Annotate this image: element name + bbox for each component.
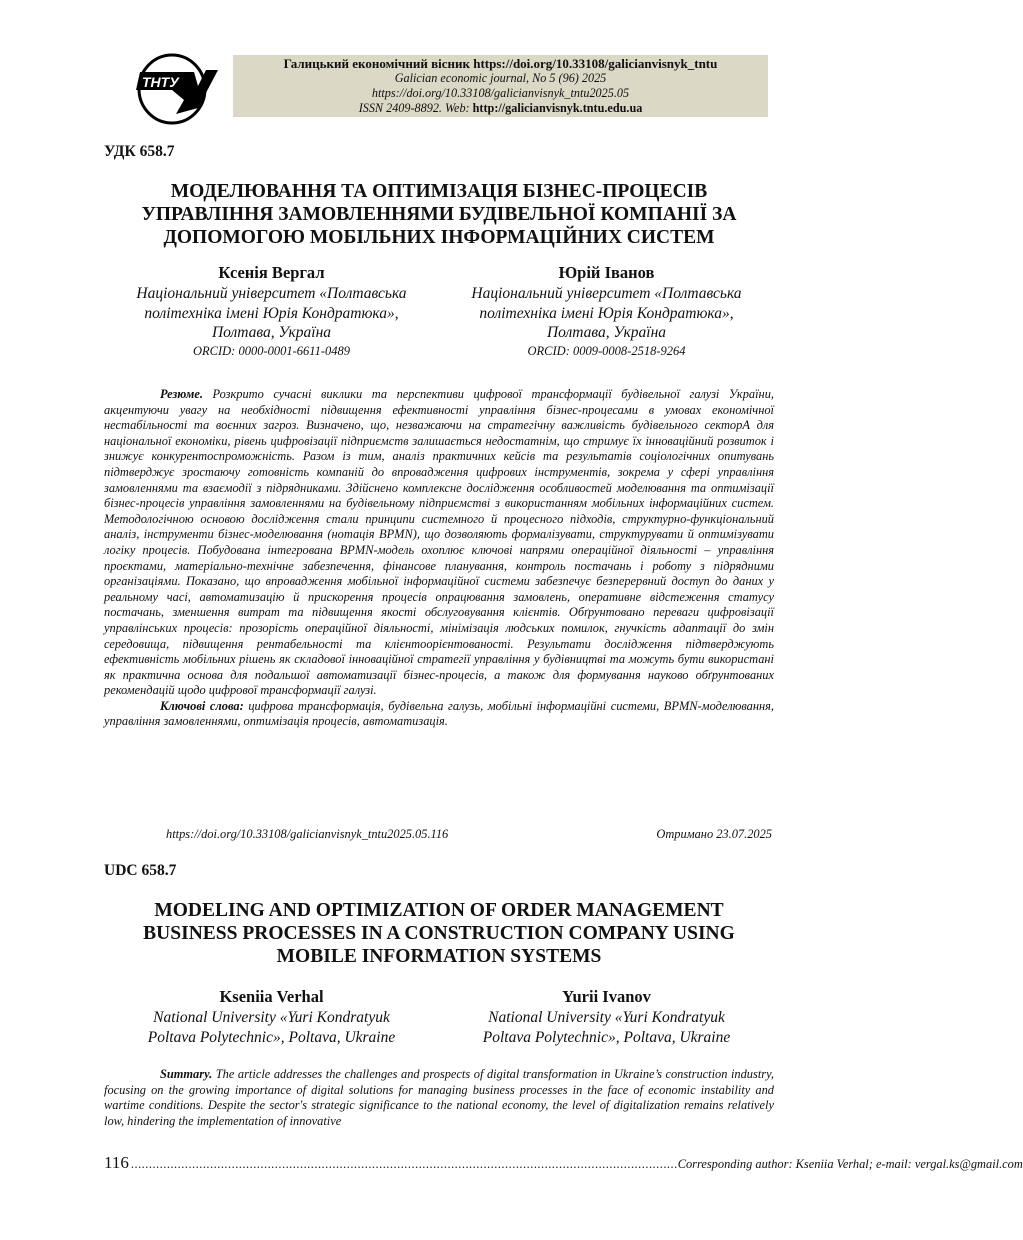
logo-text: ТНТУ xyxy=(142,74,179,90)
title-ua xyxy=(104,180,774,249)
udc-ua: УДК 658.7 xyxy=(104,143,175,160)
author-orcid[interactable]: ORCID: 0009-0008-2518-9264 xyxy=(527,343,686,358)
journal-banner xyxy=(233,55,768,117)
author-block xyxy=(104,262,439,359)
keywords-paragraph xyxy=(104,699,774,730)
corresponding-author: Corresponding author: Kseniia Verhal; e-mail: vergal.ks@gmail.com xyxy=(677,1157,1023,1171)
author-affiliation: National University «Yuri Kondratyuk xyxy=(153,1009,390,1026)
author-affiliation: Poltava Polytechnic», Poltava, Ukraine xyxy=(482,1028,731,1046)
author-affiliation: Полтава, Україна xyxy=(546,324,667,341)
keywords-label: Ключові слова: xyxy=(160,698,244,713)
title-ua-line: МОДЕЛЮВАННЯ ТА ОПТИМІЗАЦІЯ БІЗНЕС-ПРОЦЕСІВ xyxy=(170,181,708,202)
author-block xyxy=(104,986,439,1047)
page-number: 116 xyxy=(104,1153,129,1172)
title-ua-line: ДОПОМОГОЮ МОБІЛЬНИХ ІНФОРМАЦІЙНИХ СИСТЕМ xyxy=(163,227,715,248)
author-block xyxy=(439,262,774,359)
keywords-text: цифрова трансформація, будівельна галузь, мобільні інформаційні системи, BPMN-моделювання, управління замовленнями, оптимізація процесів, автоматизація. xyxy=(104,698,774,729)
summary-paragraph xyxy=(104,1067,774,1129)
author-name: Ксенія Вергал xyxy=(218,263,325,282)
author-block xyxy=(439,986,774,1047)
authors-en xyxy=(104,986,774,1047)
authors-ua xyxy=(104,262,774,359)
udc-en: UDC 658.7 xyxy=(104,862,177,879)
title-en-line: BUSINESS PROCESSES IN A CONSTRUCTION COMPANY USING xyxy=(143,923,735,944)
title-en xyxy=(104,899,774,968)
author-affiliation: політехніка імені Юрія Кондратюка», xyxy=(144,304,399,322)
author-affiliation: Полтава, Україна xyxy=(211,324,332,341)
journal-title: Галицький економічний вісник https://doi.org/10.33108/galicianvisnyk_tntu xyxy=(283,56,718,71)
received-date: Отримано 23.07.2025 xyxy=(656,827,772,841)
author-affiliation: National University «Yuri Kondratyuk xyxy=(488,1009,725,1026)
abstract-text: Розкрито сучасні виклики та перспективи цифрової трансформації будівельної галузі України, акцентуючи увагу на необхідності підвищення ефективності управління бізнес-процесами в умовах економічної нестабільності та воєнних загроз. Визначено, що, незважаючи на стратегічну важливість будівельного секторА для національної економіки, рівень цифровізації підприємств залишається недостатнім, що стримує їх інноваційний розвиток і знижує конкурентоспроможність. Разом із тим, аналіз практичних кейсів та результатів соціологічних опитувань підтверджує зростаючу готовність компаній до впровадження цифрових інструментів, зокрема у сфері управління замовленнями та взаємодії з підрядниками. Здійснено комплексне дослідження особливостей моделювання та оптимізації бізнес-процесів управління замовленнями на будівельному підприємстві з використанням мобільних інформаційних систем. Методологічною основою дослідження стали принципи системного й процесного підходів, структурно-функціональний аналіз, інструменти бізнес-моделювання (нотація BPMN), що дозволяють формалізувати, структурувати й оптимізувати логіку процесів. Побудована інтегрована BPMN-модель охоплює ключові напрями операційної діяльності – управління проєктами, матеріально-технічне забезпечення, фінансове планування, контроль постачань і роботу з підрядними організаціями. Показано, що впровадження мобільної інформаційної системи забезпечує безперервний доступ до даних у реальному часі, автоматизацію й прискорення процесів опрацювання замовлень, оперативне відстеження статусу постачань, зменшення витрат та підвищення якості обслуговування клієнтів. Обґрунтовано переваги цифровізації управлінських процесів: прозорість операційної діяльності, мінімізація людських помилок, гнучкість адаптації до змін середовища, підвищення рентабельності та клієнтоорієнтованості. Результати дослідження підтверджують ефективність мобільних рішень як складової інноваційної стратегії управління у будівництві та можуть бути використані як практична основа для подальшої автоматизації бізнес-процесів, а також для формування науково обґрунтованих рекомендацій щодо цифрової трансформації галузі. xyxy=(104,387,774,698)
tntu-logo-icon xyxy=(132,50,218,126)
issue-doi-link[interactable]: https://doi.org/10.33108/galicianvisnyk_tntu2025.05 xyxy=(371,86,630,100)
issn-line xyxy=(233,101,768,116)
title-en-line: MOBILE INFORMATION SYSTEMS xyxy=(276,946,602,967)
author-name: Kseniia Verhal xyxy=(219,987,324,1006)
abstract-label: Резюме. xyxy=(160,387,203,401)
summary-label: Summary. xyxy=(160,1067,213,1081)
author-affiliation: Національний університет «Полтавська xyxy=(136,285,407,302)
page-footer xyxy=(104,1153,1023,1173)
journal-web-link[interactable]: http://galicianvisnyk.tntu.edu.ua xyxy=(472,101,643,115)
journal-issue: Galician economic journal, No 5 (96) 2025 xyxy=(394,71,607,85)
author-orcid[interactable]: ORCID: 0000-0001-6611-0489 xyxy=(192,343,351,358)
author-affiliation: Poltava Polytechnic», Poltava, Ukraine xyxy=(147,1028,396,1046)
university-logo xyxy=(132,50,218,126)
article-doi-link[interactable]: https://doi.org/10.33108/galicianvisnyk_tntu2025.05.116 xyxy=(166,827,449,841)
summary-text: The article addresses the challenges and prospects of digital transformation in Ukraine’s construction industry, focusing on the growing importance of digital solutions for managing business processes in the face of economic instability and wartime conditions. Despite the sector's strategic significance to the national economy, the level of digitalization remains relatively low, hindering the implementation of innovative xyxy=(104,1067,774,1128)
issn-text: ISSN 2409-8892. Web: xyxy=(358,101,473,115)
abstract-paragraph xyxy=(104,387,774,699)
author-name: Юрій Іванов xyxy=(558,263,655,282)
author-affiliation: Національний університет «Полтавська xyxy=(471,285,742,302)
author-affiliation: політехніка імені Юрія Кондратюка», xyxy=(479,304,734,322)
title-en-line: MODELING AND OPTIMIZATION OF ORDER MANAGEMENT xyxy=(154,900,724,921)
summary-en xyxy=(104,1067,774,1129)
abstract-ua xyxy=(104,387,774,730)
title-ua-line: УПРАВЛІННЯ ЗАМОВЛЕННЯМИ БУДІВЕЛЬНОЇ КОМПАНІЇ ЗА xyxy=(141,204,737,225)
author-name: Yurii Ivanov xyxy=(562,987,651,1006)
leader-dots: ........................................................................................................................................................ xyxy=(130,1157,678,1171)
